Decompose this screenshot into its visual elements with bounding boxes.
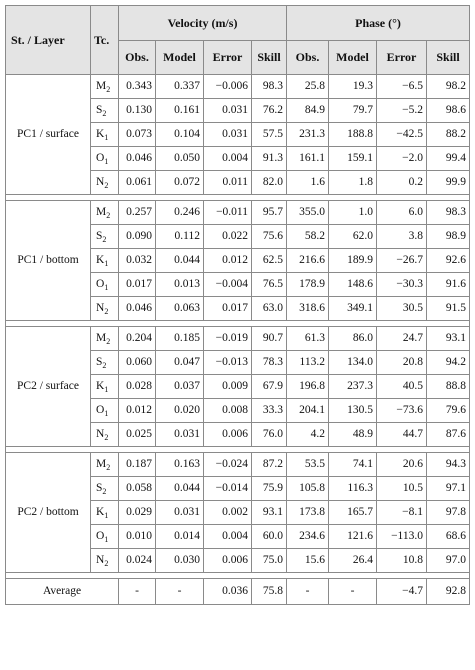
cell-ph-obs: 84.9	[287, 99, 329, 123]
cell-vel-skill: 90.7	[252, 327, 287, 351]
cell-ph-error: −2.0	[377, 147, 427, 171]
cell-vel-model: 0.030	[156, 549, 204, 573]
constituent-symbol: M	[96, 80, 107, 92]
constituent-symbol: O	[96, 152, 105, 164]
cell-ph-model: 62.0	[329, 225, 377, 249]
constituent-symbol: O	[96, 278, 105, 290]
cell-vel-model: 0.246	[156, 201, 204, 225]
tidal-constituent	[91, 525, 119, 549]
cell-ph-obs: 178.9	[287, 273, 329, 297]
cell-vel-error: 0.004	[204, 147, 252, 171]
constituent-subscript: 2	[104, 559, 109, 568]
cell-ph-error: −42.5	[377, 123, 427, 147]
constituent-subscript: 2	[106, 463, 111, 472]
table-header	[6, 6, 470, 75]
tidal-constituent	[91, 99, 119, 123]
cell-vel-model: 0.063	[156, 297, 204, 321]
table-container	[5, 5, 469, 605]
cell-vel-skill: 57.5	[252, 123, 287, 147]
cell-vel-error: 0.009	[204, 375, 252, 399]
constituent-subscript: 2	[106, 337, 111, 346]
layer-label: PC2 / surface	[6, 327, 91, 447]
table-row	[6, 453, 470, 477]
cell-ph-obs: 216.6	[287, 249, 329, 273]
constituent-subscript: 1	[104, 283, 109, 292]
cell-ph-obs: 4.2	[287, 423, 329, 447]
average-ph-skill: 92.8	[427, 579, 470, 605]
cell-vel-model: 0.013	[156, 273, 204, 297]
constituent-symbol: N	[96, 554, 105, 566]
cell-ph-obs: 25.8	[287, 75, 329, 99]
cell-ph-error: −26.7	[377, 249, 427, 273]
tidal-constituent	[91, 147, 119, 171]
cell-vel-obs: 0.025	[119, 423, 156, 447]
cell-ph-error: 10.5	[377, 477, 427, 501]
header-ph-obs: Obs.	[287, 41, 329, 75]
cell-vel-model: 0.047	[156, 351, 204, 375]
constituent-symbol: K	[96, 254, 105, 266]
cell-vel-model: 0.031	[156, 423, 204, 447]
cell-ph-obs: 53.5	[287, 453, 329, 477]
header-ph-skill: Skill	[427, 41, 470, 75]
tidal-constituent	[91, 477, 119, 501]
cell-vel-obs: 0.029	[119, 501, 156, 525]
cell-vel-skill: 98.3	[252, 75, 287, 99]
cell-vel-model: 0.020	[156, 399, 204, 423]
cell-vel-obs: 0.090	[119, 225, 156, 249]
cell-vel-model: 0.185	[156, 327, 204, 351]
constituent-subscript: 2	[102, 235, 107, 244]
cell-ph-error: −73.6	[377, 399, 427, 423]
cell-ph-obs: 355.0	[287, 201, 329, 225]
constituent-subscript: 1	[104, 259, 109, 268]
constituent-subscript: 2	[104, 181, 109, 190]
cell-vel-obs: 0.257	[119, 201, 156, 225]
constituent-subscript: 2	[102, 109, 107, 118]
cell-vel-skill: 63.0	[252, 297, 287, 321]
cell-ph-skill: 91.5	[427, 297, 470, 321]
constituent-subscript: 1	[104, 385, 109, 394]
tidal-constituent	[91, 351, 119, 375]
cell-vel-error: 0.006	[204, 549, 252, 573]
validation-table	[5, 5, 470, 605]
cell-ph-obs: 58.2	[287, 225, 329, 249]
cell-ph-error: 20.6	[377, 453, 427, 477]
cell-vel-skill: 75.0	[252, 549, 287, 573]
cell-vel-skill: 76.0	[252, 423, 287, 447]
cell-vel-skill: 82.0	[252, 171, 287, 195]
cell-ph-error: −8.1	[377, 501, 427, 525]
constituent-symbol: S	[96, 482, 103, 494]
cell-ph-error: −113.0	[377, 525, 427, 549]
cell-ph-skill: 68.6	[427, 525, 470, 549]
constituent-symbol: K	[96, 380, 105, 392]
cell-ph-obs: 173.8	[287, 501, 329, 525]
cell-vel-skill: 76.2	[252, 99, 287, 123]
cell-vel-obs: 0.017	[119, 273, 156, 297]
cell-ph-obs: 113.2	[287, 351, 329, 375]
cell-ph-model: 130.5	[329, 399, 377, 423]
cell-vel-obs: 0.061	[119, 171, 156, 195]
cell-vel-skill: 87.2	[252, 453, 287, 477]
tidal-constituent	[91, 297, 119, 321]
cell-ph-skill: 99.4	[427, 147, 470, 171]
cell-vel-obs: 0.073	[119, 123, 156, 147]
cell-ph-skill: 98.2	[427, 75, 470, 99]
cell-vel-error: 0.022	[204, 225, 252, 249]
cell-vel-model: 0.337	[156, 75, 204, 99]
cell-vel-obs: 0.010	[119, 525, 156, 549]
constituent-subscript: 2	[106, 211, 111, 220]
constituent-symbol: O	[96, 530, 105, 542]
average-ph-error: −4.7	[377, 579, 427, 605]
cell-vel-model: 0.104	[156, 123, 204, 147]
average-vel-skill: 75.8	[252, 579, 287, 605]
layer-label: PC1 / bottom	[6, 201, 91, 321]
cell-vel-skill: 75.6	[252, 225, 287, 249]
cell-vel-skill: 93.1	[252, 501, 287, 525]
cell-vel-error: −0.024	[204, 453, 252, 477]
cell-ph-model: 134.0	[329, 351, 377, 375]
cell-vel-skill: 60.0	[252, 525, 287, 549]
cell-ph-obs: 234.6	[287, 525, 329, 549]
cell-vel-skill: 76.5	[252, 273, 287, 297]
cell-ph-skill: 88.8	[427, 375, 470, 399]
cell-ph-obs: 15.6	[287, 549, 329, 573]
constituent-subscript: 2	[104, 307, 109, 316]
cell-vel-model: 0.014	[156, 525, 204, 549]
cell-ph-model: 1.8	[329, 171, 377, 195]
tidal-constituent	[91, 549, 119, 573]
cell-ph-obs: 61.3	[287, 327, 329, 351]
tidal-constituent	[91, 171, 119, 195]
tidal-constituent	[91, 249, 119, 273]
cell-vel-obs: 0.187	[119, 453, 156, 477]
cell-vel-obs: 0.058	[119, 477, 156, 501]
cell-vel-obs: 0.024	[119, 549, 156, 573]
cell-vel-error: −0.006	[204, 75, 252, 99]
cell-ph-model: 86.0	[329, 327, 377, 351]
tidal-constituent	[91, 423, 119, 447]
cell-ph-obs: 196.8	[287, 375, 329, 399]
cell-vel-error: 0.031	[204, 123, 252, 147]
cell-vel-obs: 0.130	[119, 99, 156, 123]
layer-label: PC1 / surface	[6, 75, 91, 195]
cell-vel-error: 0.031	[204, 99, 252, 123]
cell-ph-skill: 94.3	[427, 453, 470, 477]
cell-vel-skill: 33.3	[252, 399, 287, 423]
cell-ph-error: 10.8	[377, 549, 427, 573]
cell-vel-skill: 95.7	[252, 201, 287, 225]
cell-ph-obs: 231.3	[287, 123, 329, 147]
cell-vel-obs: 0.012	[119, 399, 156, 423]
average-ph-model: -	[329, 579, 377, 605]
cell-ph-error: −30.3	[377, 273, 427, 297]
header-velocity: Velocity (m/s)	[119, 6, 287, 41]
cell-vel-obs: 0.060	[119, 351, 156, 375]
cell-ph-model: 165.7	[329, 501, 377, 525]
cell-ph-error: 0.2	[377, 171, 427, 195]
cell-ph-error: 40.5	[377, 375, 427, 399]
tidal-constituent	[91, 453, 119, 477]
header-vel-obs: Obs.	[119, 41, 156, 75]
cell-ph-skill: 97.0	[427, 549, 470, 573]
cell-ph-obs: 1.6	[287, 171, 329, 195]
constituent-subscript: 2	[104, 433, 109, 442]
cell-vel-obs: 0.032	[119, 249, 156, 273]
cell-vel-error: 0.017	[204, 297, 252, 321]
cell-vel-model: 0.161	[156, 99, 204, 123]
cell-ph-skill: 88.2	[427, 123, 470, 147]
cell-ph-obs: 318.6	[287, 297, 329, 321]
header-vel-skill: Skill	[252, 41, 287, 75]
cell-vel-error: 0.011	[204, 171, 252, 195]
header-tc: Tc.	[91, 6, 119, 75]
cell-ph-obs: 161.1	[287, 147, 329, 171]
cell-ph-skill: 91.6	[427, 273, 470, 297]
cell-ph-error: −5.2	[377, 99, 427, 123]
cell-vel-model: 0.112	[156, 225, 204, 249]
constituent-subscript: 1	[104, 535, 109, 544]
cell-ph-skill: 99.9	[427, 171, 470, 195]
average-vel-error: 0.036	[204, 579, 252, 605]
cell-ph-obs: 204.1	[287, 399, 329, 423]
tidal-constituent	[91, 123, 119, 147]
cell-vel-error: 0.002	[204, 501, 252, 525]
cell-vel-model: 0.050	[156, 147, 204, 171]
cell-ph-error: 30.5	[377, 297, 427, 321]
constituent-symbol: M	[96, 332, 107, 344]
tidal-constituent	[91, 501, 119, 525]
tidal-constituent	[91, 375, 119, 399]
constituent-symbol: M	[96, 458, 107, 470]
table-body	[6, 75, 470, 605]
average-ph-obs: -	[287, 579, 329, 605]
cell-ph-skill: 94.2	[427, 351, 470, 375]
cell-ph-model: 159.1	[329, 147, 377, 171]
constituent-symbol: S	[96, 356, 103, 368]
cell-vel-error: 0.012	[204, 249, 252, 273]
cell-vel-error: 0.006	[204, 423, 252, 447]
tidal-constituent	[91, 201, 119, 225]
cell-vel-error: 0.004	[204, 525, 252, 549]
cell-ph-model: 237.3	[329, 375, 377, 399]
cell-vel-model: 0.163	[156, 453, 204, 477]
constituent-symbol: N	[96, 302, 105, 314]
cell-ph-obs: 105.8	[287, 477, 329, 501]
table-row	[6, 201, 470, 225]
cell-vel-obs: 0.046	[119, 297, 156, 321]
constituent-symbol: N	[96, 428, 105, 440]
cell-vel-model: 0.072	[156, 171, 204, 195]
cell-vel-skill: 67.9	[252, 375, 287, 399]
cell-vel-skill: 75.9	[252, 477, 287, 501]
cell-vel-obs: 0.046	[119, 147, 156, 171]
cell-ph-model: 121.6	[329, 525, 377, 549]
average-vel-obs: -	[119, 579, 156, 605]
header-st-layer: St. / Layer	[6, 6, 91, 75]
cell-ph-skill: 97.1	[427, 477, 470, 501]
constituent-subscript: 2	[106, 85, 111, 94]
cell-ph-model: 1.0	[329, 201, 377, 225]
cell-ph-skill: 98.9	[427, 225, 470, 249]
header-vel-model: Model	[156, 41, 204, 75]
cell-ph-skill: 97.8	[427, 501, 470, 525]
cell-vel-error: −0.004	[204, 273, 252, 297]
constituent-subscript: 1	[104, 157, 109, 166]
cell-vel-model: 0.031	[156, 501, 204, 525]
cell-vel-obs: 0.204	[119, 327, 156, 351]
cell-ph-skill: 93.1	[427, 327, 470, 351]
cell-ph-skill: 92.6	[427, 249, 470, 273]
cell-ph-model: 26.4	[329, 549, 377, 573]
constituent-symbol: K	[96, 128, 105, 140]
cell-ph-skill: 98.6	[427, 99, 470, 123]
cell-ph-model: 349.1	[329, 297, 377, 321]
layer-label: PC2 / bottom	[6, 453, 91, 573]
cell-ph-skill: 98.3	[427, 201, 470, 225]
average-vel-model: -	[156, 579, 204, 605]
cell-ph-error: 44.7	[377, 423, 427, 447]
table-row	[6, 327, 470, 351]
cell-vel-error: −0.011	[204, 201, 252, 225]
header-vel-error: Error	[204, 41, 252, 75]
constituent-symbol: S	[96, 104, 103, 116]
cell-ph-model: 148.6	[329, 273, 377, 297]
average-row	[6, 579, 470, 605]
cell-vel-error: −0.014	[204, 477, 252, 501]
constituent-subscript: 1	[104, 511, 109, 520]
tidal-constituent	[91, 225, 119, 249]
constituent-symbol: O	[96, 404, 105, 416]
cell-ph-skill: 87.6	[427, 423, 470, 447]
cell-ph-skill: 79.6	[427, 399, 470, 423]
constituent-subscript: 1	[104, 133, 109, 142]
constituent-symbol: N	[96, 176, 105, 188]
header-phase: Phase (°)	[287, 6, 470, 41]
constituent-symbol: S	[96, 230, 103, 242]
cell-vel-model: 0.037	[156, 375, 204, 399]
cell-ph-model: 189.9	[329, 249, 377, 273]
cell-ph-model: 116.3	[329, 477, 377, 501]
cell-ph-model: 48.9	[329, 423, 377, 447]
cell-ph-error: −6.5	[377, 75, 427, 99]
cell-vel-error: −0.019	[204, 327, 252, 351]
cell-ph-error: 3.8	[377, 225, 427, 249]
header-ph-model: Model	[329, 41, 377, 75]
header-ph-error: Error	[377, 41, 427, 75]
cell-ph-error: 6.0	[377, 201, 427, 225]
cell-ph-error: 20.8	[377, 351, 427, 375]
constituent-subscript: 2	[102, 361, 107, 370]
constituent-symbol: K	[96, 506, 105, 518]
cell-vel-obs: 0.028	[119, 375, 156, 399]
cell-vel-skill: 62.5	[252, 249, 287, 273]
cell-vel-model: 0.044	[156, 249, 204, 273]
cell-vel-model: 0.044	[156, 477, 204, 501]
cell-vel-error: −0.013	[204, 351, 252, 375]
constituent-subscript: 1	[104, 409, 109, 418]
tidal-constituent	[91, 327, 119, 351]
cell-ph-model: 79.7	[329, 99, 377, 123]
constituent-subscript: 2	[102, 487, 107, 496]
average-label: Average	[6, 579, 119, 605]
cell-ph-model: 188.8	[329, 123, 377, 147]
tidal-constituent	[91, 399, 119, 423]
cell-vel-skill: 78.3	[252, 351, 287, 375]
table-row	[6, 75, 470, 99]
constituent-symbol: M	[96, 206, 107, 218]
cell-vel-skill: 91.3	[252, 147, 287, 171]
cell-vel-obs: 0.343	[119, 75, 156, 99]
cell-ph-model: 19.3	[329, 75, 377, 99]
tidal-constituent	[91, 273, 119, 297]
cell-vel-error: 0.008	[204, 399, 252, 423]
cell-ph-error: 24.7	[377, 327, 427, 351]
cell-ph-model: 74.1	[329, 453, 377, 477]
tidal-constituent	[91, 75, 119, 99]
